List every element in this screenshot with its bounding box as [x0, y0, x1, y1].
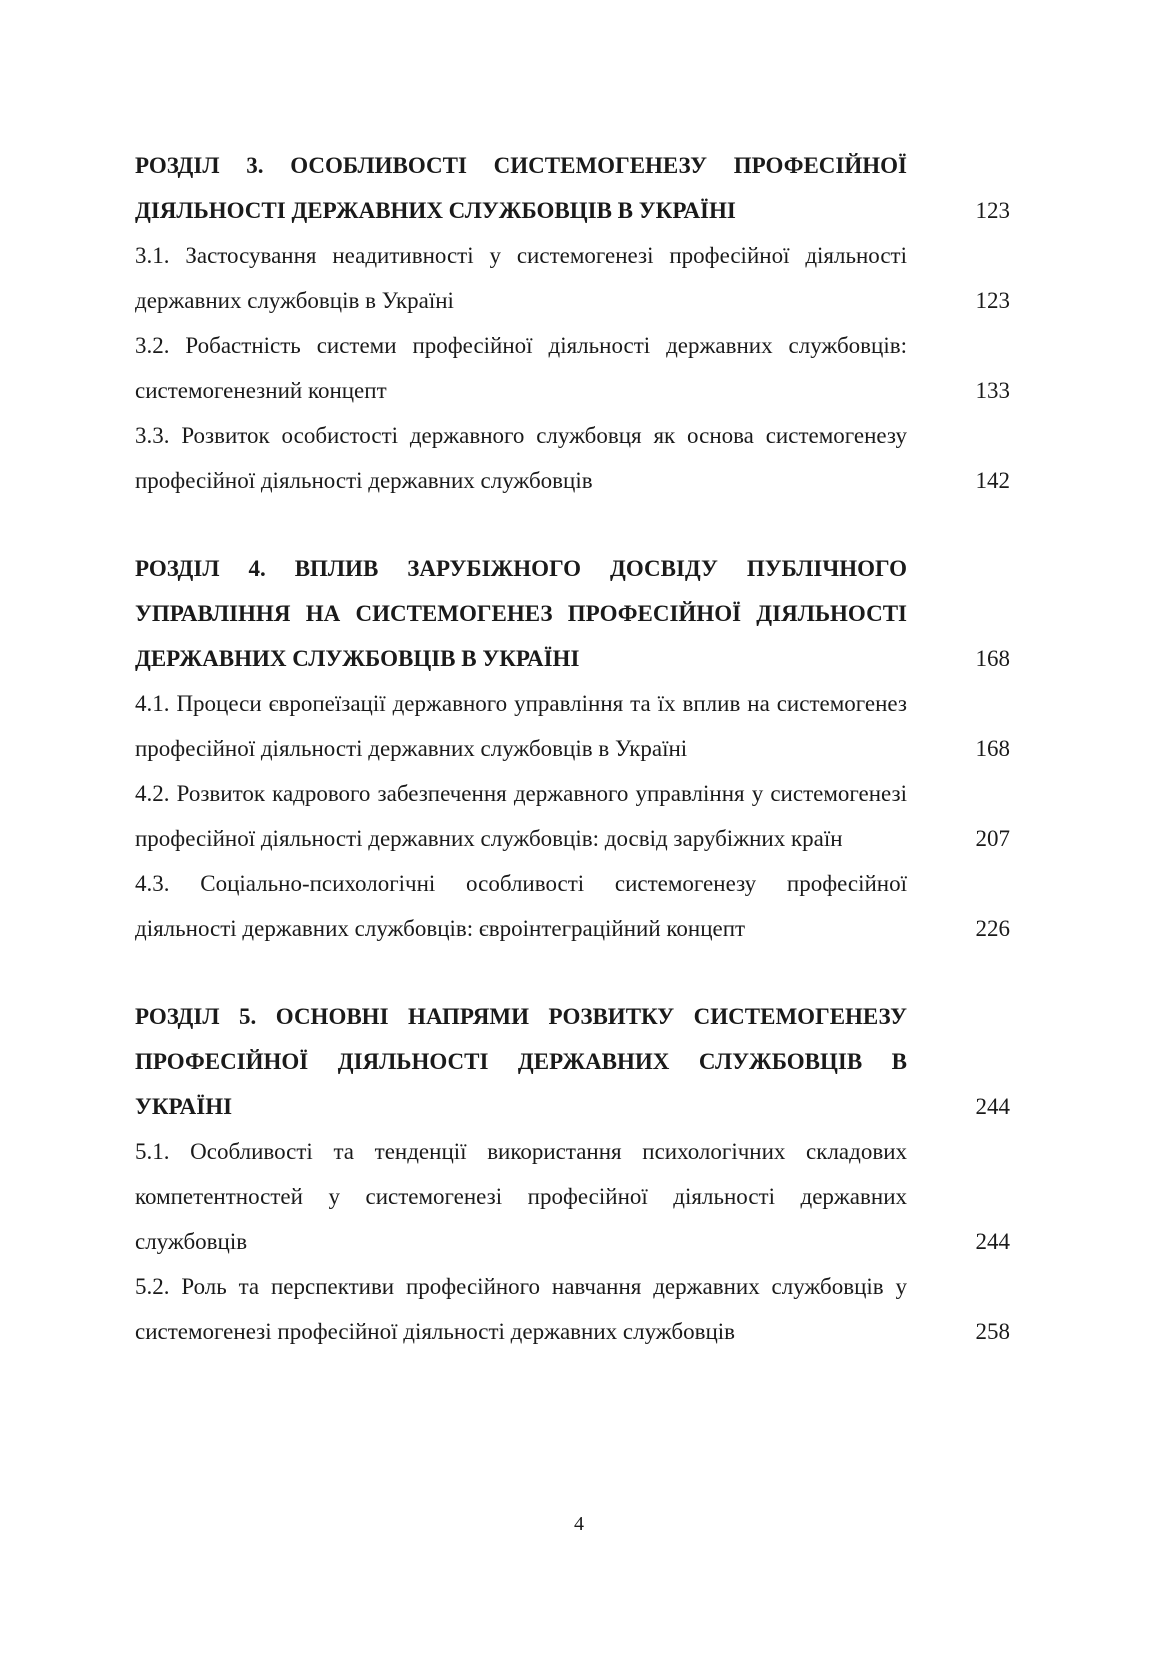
subsection-title: 5.1. Особливості та тенденції використання психологічних складових компетентностей у системогенезі професійної діяльності державних службовців [135, 1139, 907, 1254]
toc-subsection[interactable] [135, 681, 1010, 771]
subsection-title: 4.3. Соціально-психологічні особливості системогенезу професійної діяльності державних службовців: євроінтеграційний концепт [135, 871, 907, 941]
subsection-title: 3.2. Робастність системи професійної діяльності державних службовців: системогенезний концепт [135, 333, 907, 403]
subsection-page-number: 207 [975, 826, 1010, 851]
subsection-page-number: 258 [975, 1319, 1010, 1344]
page-number: 4 [574, 1513, 584, 1535]
toc-section-5 [135, 994, 1010, 1354]
chapter-page-number: 123 [975, 198, 1010, 223]
subsection-title: 5.2. Роль та перспективи професійного навчання державних службовців у системогенезі професійної діяльності державних службовців [135, 1274, 907, 1344]
toc-chapter-heading[interactable] [135, 546, 1010, 681]
toc-subsection[interactable] [135, 323, 1010, 413]
subsection-title: 3.1. Застосування неадитивності у системогенезі професійної діяльності державних службовців в Україні [135, 243, 907, 313]
toc-subsection[interactable] [135, 861, 1010, 951]
subsection-page-number: 133 [975, 378, 1010, 403]
toc-subsection[interactable] [135, 771, 1010, 861]
subsection-page-number: 226 [975, 916, 1010, 941]
subsection-page-number: 244 [975, 1229, 1010, 1254]
toc-section-3 [135, 143, 1010, 503]
toc-chapter-heading[interactable] [135, 143, 1010, 233]
toc-subsection[interactable] [135, 1129, 1010, 1264]
subsection-page-number: 123 [975, 288, 1010, 313]
subsection-title: 3.3. Розвиток особистості державного службовця як основа системогенезу професійної діяльності державних службовців [135, 423, 907, 493]
toc-subsection[interactable] [135, 233, 1010, 323]
toc-section-4 [135, 546, 1010, 951]
subsection-title: 4.1. Процеси європеїзації державного управління та їх вплив на системогенез професійної діяльності державних службовців в Україні [135, 691, 907, 761]
chapter-title: РОЗДІЛ 4. ВПЛИВ ЗАРУБІЖНОГО ДОСВІДУ ПУБЛІЧНОГО УПРАВЛІННЯ НА СИСТЕМОГЕНЕЗ ПРОФЕСІЙНОЇ ДІЯЛЬНОСТІ ДЕРЖАВНИХ СЛУЖБОВЦІВ В УКРАЇНІ [135, 556, 907, 671]
chapter-page-number: 244 [975, 1094, 1010, 1119]
chapter-title: РОЗДІЛ 3. ОСОБЛИВОСТІ СИСТЕМОГЕНЕЗУ ПРОФЕСІЙНОЇ ДІЯЛЬНОСТІ ДЕРЖАВНИХ СЛУЖБОВЦІВ В УКРАЇНІ [135, 153, 907, 223]
chapter-page-number: 168 [975, 646, 1010, 671]
subsection-title: 4.2. Розвиток кадрового забезпечення державного управління у системогенезі професійної діяльності державних службовців: досвід зарубіжних країн [135, 781, 907, 851]
subsection-page-number: 168 [975, 736, 1010, 761]
toc-subsection[interactable] [135, 413, 1010, 503]
toc-chapter-heading[interactable] [135, 994, 1010, 1129]
toc-subsection[interactable] [135, 1264, 1010, 1354]
table-of-contents [135, 143, 1010, 1397]
chapter-title: РОЗДІЛ 5. ОСНОВНІ НАПРЯМИ РОЗВИТКУ СИСТЕМОГЕНЕЗУ ПРОФЕСІЙНОЇ ДІЯЛЬНОСТІ ДЕРЖАВНИХ СЛУЖБОВЦІВ В УКРАЇНІ [135, 1004, 907, 1119]
subsection-page-number: 142 [975, 468, 1010, 493]
